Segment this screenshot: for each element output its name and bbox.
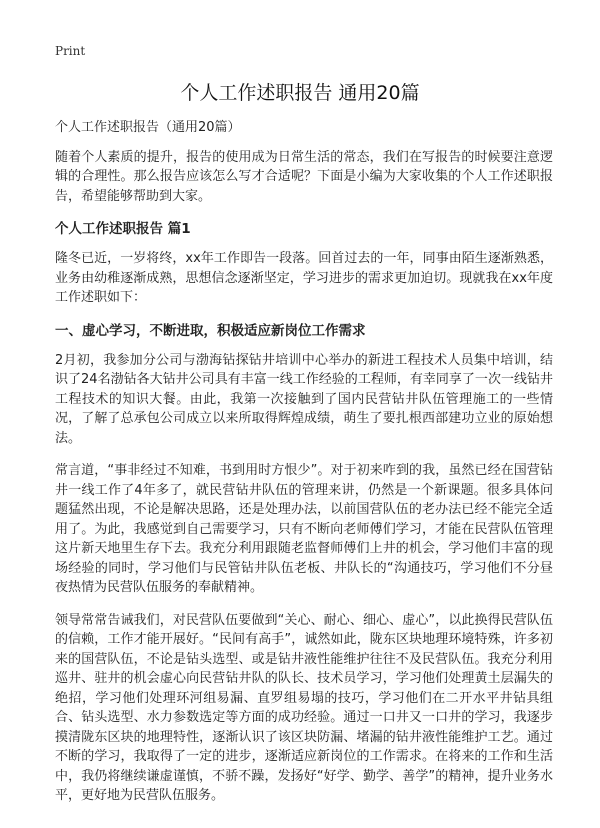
opening-paragraph: 隆冬已近，一岁将终，xx年工作即告一段落。回首过去的一年，同事由陌生逐渐熟悉，业务由幼稚逐渐成熟，思想信念逐渐坚定，学习进步的需求更加迫切。现就我在xx年度工作述职如下： — [55, 251, 553, 305]
document-title: 个人工作述职报告 通用20篇 — [180, 82, 420, 104]
document-subtitle: 个人工作述职报告（通用20篇） — [55, 120, 241, 135]
article-heading: 个人工作述职报告 篇1 — [55, 221, 191, 237]
intro-paragraph: 随着个人素质的提升，报告的使用成为日常生活的常态，我们在写报告的时候要注意逻辑的合理性。那么报告应该怎么写才合适呢？下面是小编为大家收集的个人工作述职报告，希望能够帮助到大家。 — [55, 149, 553, 204]
print-link[interactable]: Print — [55, 44, 86, 58]
document-body — [55, 118, 553, 806]
section-heading: 一、虚心学习，不断进取，积极适应新岗位工作需求 — [55, 322, 366, 339]
body-paragraph: 常言道，“事非经过不知难，书到用时方恨少”。对于初来咋到的我，虽然已经在国营钻井一线工作了4年多了，就民营钻井队伍的管理来讲，仍然是一个新课题。很多具体问题猛然出现，不论是解决思路，还是处理办法，以前国营队伍的老办法已经不能完全适用了。为此，我感觉到自己需要学习，只有不断向老师傅们学习，才能在民营队伍管理这片新天地里生存下去。我充分利用跟随老监督师傅们上井的机会，学习他们丰富的现场经验的同时，学习他们与民管钻井队伍老板、井队长的“沟通技巧，学习他们不分昼夜热情为民营队伍服务的奉献精神。 — [55, 463, 553, 595]
body-paragraph: 领导常常告诫我们，对民营队伍要做到“关心、耐心、细心、虚心”，以此换得民营队伍的信赖，工作才能开展好。“民间有高手”，诚然如此，陇东区块地理环境特殊，许多初来的国营队伍，不论是钻头选型、或是钻井液性能维护往往不及民营队伍。我充分利用巡井、驻井的机会虚心向民营钻井队的队长、技术员学习，学习他们处理黄土层漏失的绝招，学习他们处理环河组易漏、直罗组易塌的技巧，学习他们在二开水平井钻具组合、钻头选型、水力参数选定等方面的成功经验。通过一口井又一口井的学习，我逐步摸清陇东区块的地理特性，逐渐认识了该区块防漏、堵漏的钻井液性能维护工艺。通过不断的学习，我取得了一定的进步，逐渐适应新岗位的工作需求。在将来的工作和生活中，我仍将继续谦虚谨慎，不骄不躁，发扬好“好学、勤学、善学”的精神，提升业务水平，更好地为民营队伍服务。 — [55, 612, 553, 803]
body-paragraph: 2月初，我参加分公司与渤海钻探钻井培训中心举办的新进工程技术人员集中培训，结识了24名渤钻各大钻井公司具有丰富一线工作经验的工程师，有幸同享了一次一线钻井工程技术的知识大餐。由此，我第一次接触到了国内民营钻井队伍管理施工的一些情况，了解了总承包公司成立以来所取得辉煌成绩，萌生了要扎根西部建功立业的原始想法。 — [55, 352, 553, 446]
